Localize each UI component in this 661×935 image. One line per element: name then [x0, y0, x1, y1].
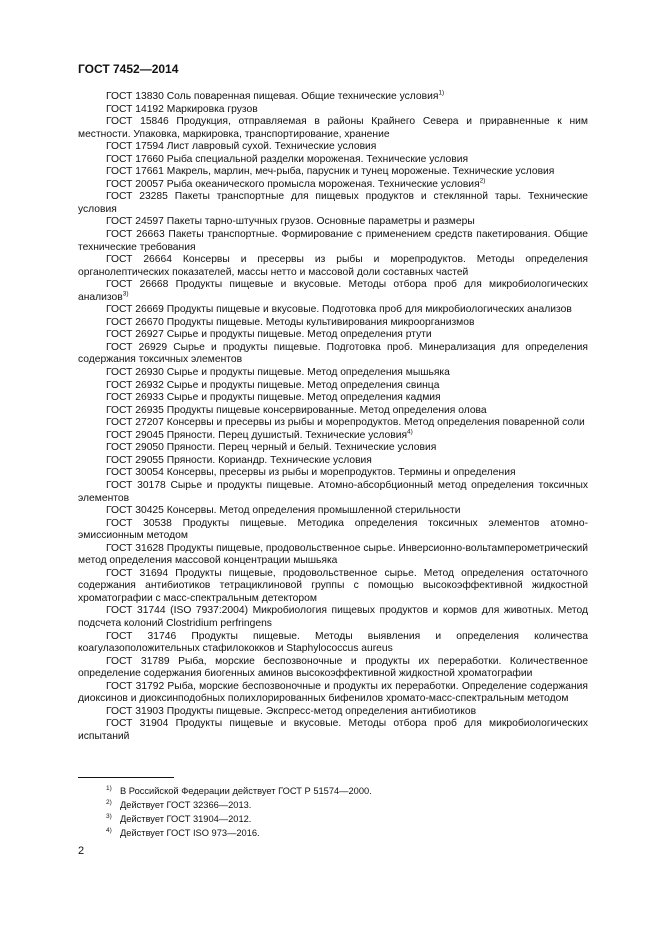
footnote-text: Действует ГОСТ 31904—2012.	[120, 814, 252, 824]
reference-item	[78, 104, 588, 117]
reference-text: ГОСТ 26927 Сырье и продукты пищевые. Метод определения ртути	[106, 329, 432, 341]
footnote-item: $^{3)}$ Действует ГОСТ 31904—2012.	[106, 812, 252, 824]
reference-item	[78, 116, 588, 141]
footnote-text: Действует ГОСТ ISO 973—2016.	[120, 828, 260, 838]
reference-text: ГОСТ 31792 Рыба, морские беспозвоночные и продукты их переработки. Определение содержания диоксинов и диоксинподобных полихлорированных бифенилов хромато-масс-спектральным методом	[78, 680, 588, 705]
footnote-marker: 4)	[407, 428, 413, 436]
reference-item	[78, 467, 588, 480]
footnote-marker: 1)	[438, 89, 445, 97]
reference-text: ГОСТ 17660 Рыба специальной разделки мороженая. Технические условия	[106, 153, 469, 165]
reference-item	[78, 430, 588, 443]
reference-item	[78, 329, 588, 342]
reference-text: ГОСТ 27207 Консервы и пресервы из рыбы и морепродуктов. Метод определения поваренной соли	[106, 417, 585, 429]
normative-references-list	[78, 91, 588, 743]
reference-item	[78, 179, 588, 192]
reference-text: ГОСТ 26930 Сырье и продукты пищевые. Метод определения мышьяка	[106, 367, 450, 379]
reference-text: ГОСТ 30054 Консервы, пресервы из рыбы и морепродуктов. Термины и определения	[106, 467, 516, 479]
reference-text: ГОСТ 31746 Продукты пищевые. Методы выявления и определения количества коагулазоположительных стафилококков и Staphylococcus aureus	[78, 630, 588, 655]
reference-item	[78, 505, 588, 518]
reference-item	[78, 166, 588, 179]
reference-text: ГОСТ 31789 Рыба, морские беспозвоночные и продукты их переработки. Количественное определение содержания биогенных аминов высокоэффективной жидкостной хроматографии	[78, 655, 588, 680]
reference-item	[78, 392, 588, 405]
reference-item	[78, 141, 588, 154]
reference-item	[78, 91, 588, 104]
reference-text: ГОСТ 26929 Сырье и продукты пищевые. Подготовка проб. Минерализация для определения содержания токсичных элементов	[78, 341, 588, 366]
reference-item	[78, 568, 588, 606]
reference-item	[78, 631, 588, 656]
reference-item	[78, 405, 588, 418]
footnote-item: $^{1)}$ В Российской Федерации действует ГОСТ Р 51574—2000.	[106, 784, 372, 796]
footnote-text: Действует ГОСТ 32366—2013.	[120, 800, 252, 810]
reference-item	[78, 191, 588, 216]
reference-text: ГОСТ 31694 Продукты пищевые, продовольственное сырье. Метод определения остаточного содержания антибиотиков тетрациклиновой группы с помощью высокоэффективной жидкостной хроматографии с масс-спектральным детектором	[78, 567, 588, 604]
reference-item	[78, 442, 588, 455]
reference-text: ГОСТ 20057 Рыба океанического промысла мороженая. Технические условия	[106, 178, 480, 190]
reference-text: ГОСТ 30425 Консервы. Метод определения промышленной стерильности	[106, 505, 461, 517]
reference-text: ГОСТ 14192 Маркировка грузов	[106, 103, 258, 115]
reference-item	[78, 304, 588, 317]
reference-item	[78, 455, 588, 468]
reference-text: ГОСТ 29055 Пряности. Кориандр. Технические условия	[106, 454, 372, 466]
footnote-text: В Российской Федерации действует ГОСТ Р 51574—2000.	[120, 786, 372, 796]
reference-text: ГОСТ 26668 Продукты пищевые и вкусовые. Методы отбора проб для микробиологических анализов	[78, 279, 588, 303]
reference-item	[78, 380, 588, 393]
reference-item	[78, 279, 588, 304]
reference-text: ГОСТ 17594 Лист лавровый сухой. Технические условия	[106, 141, 377, 153]
reference-item	[78, 342, 588, 367]
footnotes-section	[106, 784, 372, 840]
reference-item	[78, 154, 588, 167]
footnote-item: $^{2)}$ Действует ГОСТ 32366—2013.	[106, 798, 252, 810]
reference-item	[78, 367, 588, 380]
reference-item	[78, 605, 588, 630]
reference-item	[78, 518, 588, 543]
reference-text: ГОСТ 30538 Продукты пищевые. Методика определения токсичных элементов атомно-эмиссионным методом	[78, 517, 588, 542]
reference-text: ГОСТ 26669 Продукты пищевые и вкусовые. Подготовка проб для микробиологических анализов	[106, 304, 572, 316]
reference-text: ГОСТ 24597 Пакеты тарно-штучных грузов. Основные параметры и размеры	[106, 216, 475, 228]
reference-text: ГОСТ 26670 Продукты пищевые. Методы культивирования микроорганизмов	[106, 316, 475, 328]
reference-text: ГОСТ 15846 Продукция, отправляемая в районы Крайнего Севера и приравненные к ним местности. Упаковка, маркировка, транспортирование, хранение	[78, 116, 588, 140]
reference-item	[78, 718, 588, 743]
reference-text: ГОСТ 26932 Сырье и продукты пищевые. Метод определения свинца	[106, 379, 440, 391]
reference-text: ГОСТ 31903 Продукты пищевые. Экспресс-метод определения антибиотиков	[106, 705, 477, 717]
reference-item	[78, 317, 588, 330]
document-header: ГОСТ 7452—2014	[78, 62, 179, 76]
reference-text: ГОСТ 26935 Продукты пищевые консервированные. Метод определения олова	[106, 404, 487, 416]
reference-text: ГОСТ 31904 Продукты пищевые и вкусовые. Методы отбора проб для микробиологических испытаний	[78, 718, 588, 742]
reference-item	[78, 216, 588, 229]
footnote-separator	[78, 777, 174, 778]
reference-text: ГОСТ 31628 Продукты пищевые, продовольственное сырье. Инверсионно-вольтамперометрический метод определения массовой концентрации мышьяка	[78, 542, 588, 567]
reference-text: ГОСТ 31744 (ISO 7937:2004) Микробиология пищевых продуктов и кормов для животных. Метод подсчета колоний Clostridium perfringens	[78, 605, 588, 629]
reference-text: ГОСТ 29050 Пряности. Перец черный и белый. Технические условия	[106, 442, 437, 454]
reference-text: ГОСТ 26663 Пакеты транспортные. Формирование с применением средств пакетирования. Общие технические требования	[78, 229, 588, 253]
reference-text: ГОСТ 26933 Сырье и продукты пищевые. Метод определения кадмия	[106, 392, 441, 404]
footnote-marker: 3)	[122, 290, 129, 298]
reference-text: ГОСТ 17661 Макрель, марлин, меч-рыба, парусник и тунец мороженые. Технические условия	[106, 166, 555, 178]
footnote-marker: 2)	[479, 177, 486, 185]
reference-item	[78, 254, 588, 279]
page-number: 2	[78, 845, 85, 857]
reference-item	[78, 543, 588, 568]
reference-item	[78, 417, 588, 430]
reference-item	[78, 706, 588, 719]
footnote-item: $^{4)}$ Действует ГОСТ ISO 973—2016.	[106, 826, 260, 838]
reference-text: ГОСТ 23285 Пакеты транспортные для пищевых продуктов и стеклянной тары. Технические условия	[78, 191, 588, 215]
reference-item	[78, 681, 588, 706]
reference-item	[78, 229, 588, 254]
reference-text: ГОСТ 30178 Сырье и продукты пищевые. Атомно-абсорбционный метод определения токсичных элементов	[78, 479, 588, 504]
reference-item	[78, 656, 588, 681]
reference-text: ГОСТ 13830 Соль поваренная пищевая. Общие технические условия	[106, 91, 439, 102]
reference-item	[78, 480, 588, 505]
reference-text: ГОСТ 26664 Консервы и пресервы из рыбы и морепродуктов. Методы определения органолептических показателей, массы нетто и массовой доли составных частей	[78, 254, 588, 278]
reference-text: ГОСТ 29045 Пряности. Перец душистый. Технические условия	[106, 429, 408, 441]
